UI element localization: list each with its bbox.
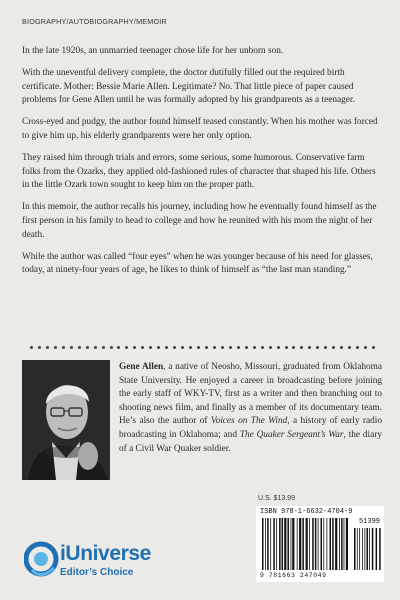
author-photo xyxy=(22,360,110,480)
divider-dot xyxy=(285,346,288,349)
blurb-paragraph: While the author was called “four eyes” when he was younger because of his need for glasses, today, at ninety-four years of age, he likes to think of himself as “the last man standing.” xyxy=(22,251,373,276)
divider-dot xyxy=(221,346,224,349)
divider-dot xyxy=(348,346,351,349)
divider-dot xyxy=(173,346,176,349)
divider-dot xyxy=(253,346,256,349)
author-name: Gene Allen xyxy=(119,362,164,372)
divider-dot xyxy=(300,346,303,349)
dotted-divider xyxy=(30,346,375,349)
divider-dot xyxy=(149,346,152,349)
bio-text: , a history of early radio broadcasting in Oklahoma; and xyxy=(119,416,383,440)
divider-dot xyxy=(117,346,120,349)
divider-dot xyxy=(54,346,57,349)
divider-dot xyxy=(86,346,89,349)
blurb-paragraph: With the uneventful delivery complete, the doctor dutifully filled out the required birth certificate. Mother: Bessie Marie Allen. Legitimate? No. That little piece of paper caused problems for Gene Allen until he was formally adopted by his grandparents as a teenager. xyxy=(22,68,355,106)
divider-dot xyxy=(102,346,105,349)
divider-dot xyxy=(181,346,184,349)
divider-dot xyxy=(308,346,311,349)
bio-text: , the diary of a Civil War Quaker soldier. xyxy=(119,429,382,454)
divider-dot xyxy=(237,346,240,349)
divider-dot xyxy=(292,346,295,349)
author-bio xyxy=(119,361,382,456)
divider-dot xyxy=(125,346,128,349)
divider-dot xyxy=(141,346,144,349)
divider-dot xyxy=(229,346,232,349)
divider-dot xyxy=(110,346,113,349)
divider-dot xyxy=(78,346,81,349)
price-label: U.S. $13.99 xyxy=(258,495,295,502)
iuniverse-swirl-icon xyxy=(24,540,60,580)
divider-dot xyxy=(261,346,264,349)
divider-dot xyxy=(277,346,280,349)
bio-text: , a native of Neosho, Missouri, graduated from Oklahoma State University. He enjoyed a career in broadcasting before joining the early staff of WKY-TV, first as a writer and then branching out to shooting news film, and finally as a member of its documentary team. He’s also the author of xyxy=(119,362,382,427)
price-code-text: 51399 xyxy=(358,518,380,526)
divider-dot xyxy=(340,346,343,349)
isbn-barcode xyxy=(256,506,384,582)
divider-dot xyxy=(269,346,272,349)
blurb-paragraph: In the late 1920s, an unmarried teenager chose life for her unborn son. xyxy=(22,46,284,56)
divider-dot xyxy=(46,346,49,349)
divider-dot xyxy=(197,346,200,349)
divider-dot xyxy=(62,346,65,349)
divider-dot xyxy=(205,346,208,349)
blurb-paragraph: In this memoir, the author recalls his journey, including how he eventually found himself as the first person in his family to head to college and how he reunited with his mom the night of her death. xyxy=(22,202,377,240)
publisher-name: iUniverse xyxy=(60,542,151,565)
divider-dot xyxy=(38,346,41,349)
divider-dot xyxy=(213,346,216,349)
category-label: BIOGRAPHY/AUTOBIOGRAPHY/MEMOIR xyxy=(22,17,167,26)
blurb-paragraph: They raised him through trials and errors, some serious, some humorous. Conservative farm folks from the Ozarks, they applied old-fashioned rules of character that shaped his life. Others in the little Ozark town sought to keep him on the proper path. xyxy=(22,153,376,191)
back-cover-blurb xyxy=(22,45,382,286)
blurb-paragraph: Cross-eyed and pudgy, the author found himself teased constantly. When his mother was forced to give him up, his elderly grandparents were her only option. xyxy=(22,117,378,141)
book-title: Voices on The Wind xyxy=(210,416,288,427)
publisher-tagline: Editor’s Choice xyxy=(60,567,134,578)
divider-dot xyxy=(189,346,192,349)
barcode-bars-icon xyxy=(256,506,384,582)
divider-dot xyxy=(332,346,335,349)
divider-dot xyxy=(316,346,319,349)
publisher-logo xyxy=(24,540,174,584)
barcode-number: 9 781663 247049 xyxy=(260,572,327,579)
divider-dot xyxy=(324,346,327,349)
isbn-text: ISBN 978-1-6632-4704-9 xyxy=(260,508,353,516)
divider-dot xyxy=(70,346,73,349)
divider-dot xyxy=(364,346,367,349)
divider-dot xyxy=(133,346,136,349)
divider-dot xyxy=(356,346,359,349)
divider-dot xyxy=(94,346,97,349)
divider-dot xyxy=(372,346,375,349)
divider-dot xyxy=(30,346,33,349)
divider-dot xyxy=(245,346,248,349)
divider-dot xyxy=(165,346,168,349)
book-title: The Quaker Sergeant’s War xyxy=(239,429,344,440)
divider-dot xyxy=(157,346,160,349)
